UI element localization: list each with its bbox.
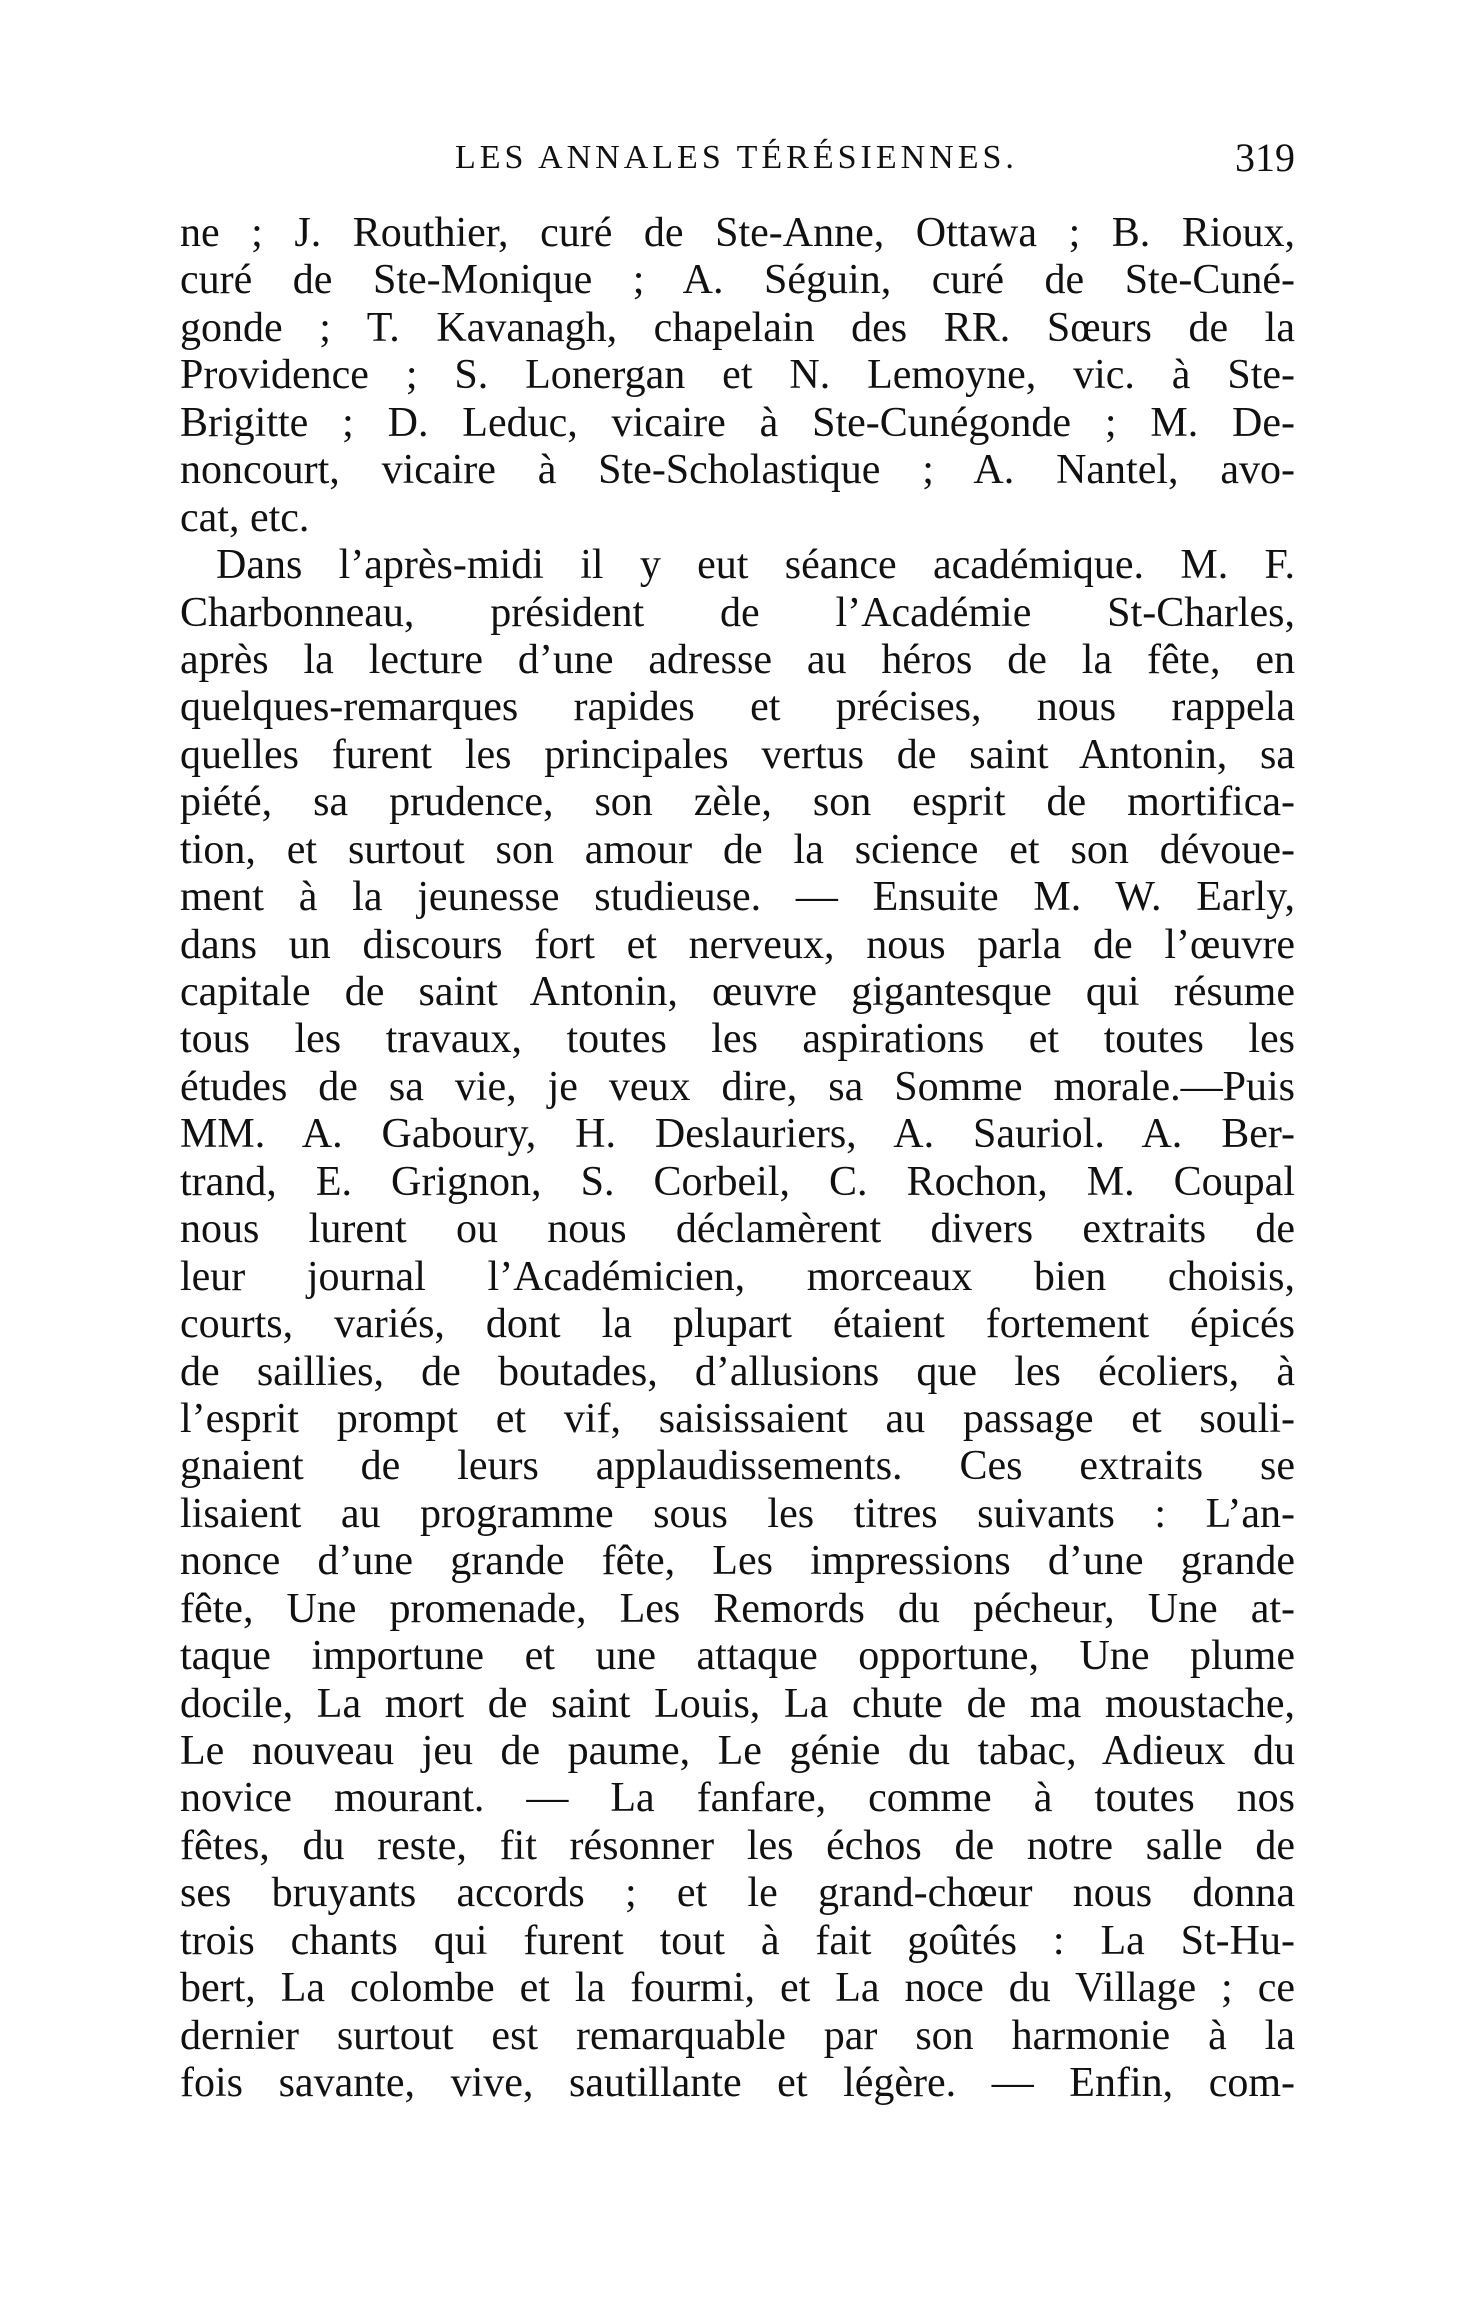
text-line: leur journal l’Académicien, morceaux bien choisis, (180, 1253, 1295, 1300)
text-line: piété, sa prudence, son zèle, son esprit de mortifica- (180, 779, 1295, 826)
text-line: curé de Ste-Monique ; A. Séguin, curé de Ste-Cuné- (180, 257, 1295, 304)
text-line: de saillies, de boutades, d’allusions que les écoliers, à (180, 1348, 1295, 1395)
text-line: taque importune et une attaque opportune, Une plume (180, 1633, 1295, 1680)
text-line: lisaient au programme sous les titres suivants : L’an- (180, 1490, 1295, 1537)
text-line: courts, variés, dont la plupart étaient fortement épicés (180, 1301, 1295, 1348)
paragraph-first-line: Dans l’après-midi il y eut séance académique. M. F. (216, 542, 1295, 589)
text-line: noncourt, vicaire à Ste-Scholastique ; A. Nantel, avo- (180, 447, 1295, 494)
text-line: après la lecture d’une adresse au héros de la fête, en (180, 636, 1295, 683)
text-line: ne ; J. Routhier, curé de Ste-Anne, Ottawa ; B. Rioux, (180, 210, 1295, 256)
text-line: dans un discours fort et nerveux, nous parla de l’œuvre (180, 921, 1295, 968)
text-line: nous lurent ou nous déclamèrent divers extraits de (180, 1206, 1295, 1253)
text-line: Providence ; S. Lonergan et N. Lemoyne, vic. à Ste- (180, 352, 1295, 399)
running-title: LES ANNALES TÉRÉSIENNES. (455, 139, 1018, 176)
paragraph-end-line: cat, etc. (180, 494, 310, 541)
text-line: dernier surtout est remarquable par son harmonie à la (180, 2012, 1295, 2059)
text-line: études de sa vie, je veux dire, sa Somme morale.—Puis (180, 1063, 1295, 1110)
text-line: quelles furent les principales vertus de saint Antonin, sa (180, 731, 1295, 778)
text-line: Brigitte ; D. Leduc, vicaire à Ste-Cunégonde ; M. De- (180, 399, 1295, 446)
text-line: docile, La mort de saint Louis, La chute de ma moustache, (180, 1680, 1295, 1727)
text-line: trois chants qui furent tout à fait goûtés : La St-Hu- (180, 1917, 1295, 1964)
text-line: capitale de saint Antonin, œuvre gigantesque qui résume (180, 969, 1295, 1015)
text-line: MM. A. Gaboury, H. Deslauriers, A. Sauriol. A. Ber- (180, 1111, 1295, 1158)
text-line: Charbonneau, président de l’Académie St-Charles, (180, 589, 1295, 636)
text-line: fêtes, du reste, fit résonner les échos de notre salle de (180, 1822, 1295, 1869)
text-line: gonde ; T. Kavanagh, chapelain des RR. Sœurs de la (180, 304, 1295, 351)
text-line: tion, et surtout son amour de la science et son dévoue- (180, 826, 1295, 873)
running-head (180, 128, 1295, 188)
text-line: ment à la jeunesse studieuse. — Ensuite M. W. Early, (180, 874, 1295, 921)
text-line: gnaient de leurs applaudissements. Ces extraits se (180, 1443, 1295, 1490)
text-line: fois savante, vive, sautillante et légère. — Enfin, com- (180, 2060, 1295, 2107)
text-line: Le nouveau jeu de paume, Le génie du tabac, Adieux du (180, 1728, 1295, 1774)
body-text (180, 210, 1295, 2108)
text-line: fête, Une promenade, Les Remords du pécheur, Une at- (180, 1585, 1295, 1632)
text-line: nonce d’une grande fête, Les impressions d’une grande (180, 1538, 1295, 1585)
text-line: novice mourant. — La fanfare, comme à toutes nos (180, 1775, 1295, 1822)
text-line: quelques-remarques rapides et précises, nous rappela (180, 684, 1295, 731)
text-line: tous les travaux, toutes les aspirations et toutes les (180, 1016, 1295, 1063)
text-line: trand, E. Grignon, S. Corbeil, C. Rochon, M. Coupal (180, 1158, 1295, 1205)
text-line: ses bruyants accords ; et le grand-chœur nous donna (180, 1870, 1295, 1917)
page-number: 319 (1235, 135, 1295, 180)
text-line: bert, La colombe et la fourmi, et La noce du Village ; ce (180, 1965, 1295, 2012)
text-line: l’esprit prompt et vif, saisissaient au passage et souli- (180, 1395, 1295, 1442)
